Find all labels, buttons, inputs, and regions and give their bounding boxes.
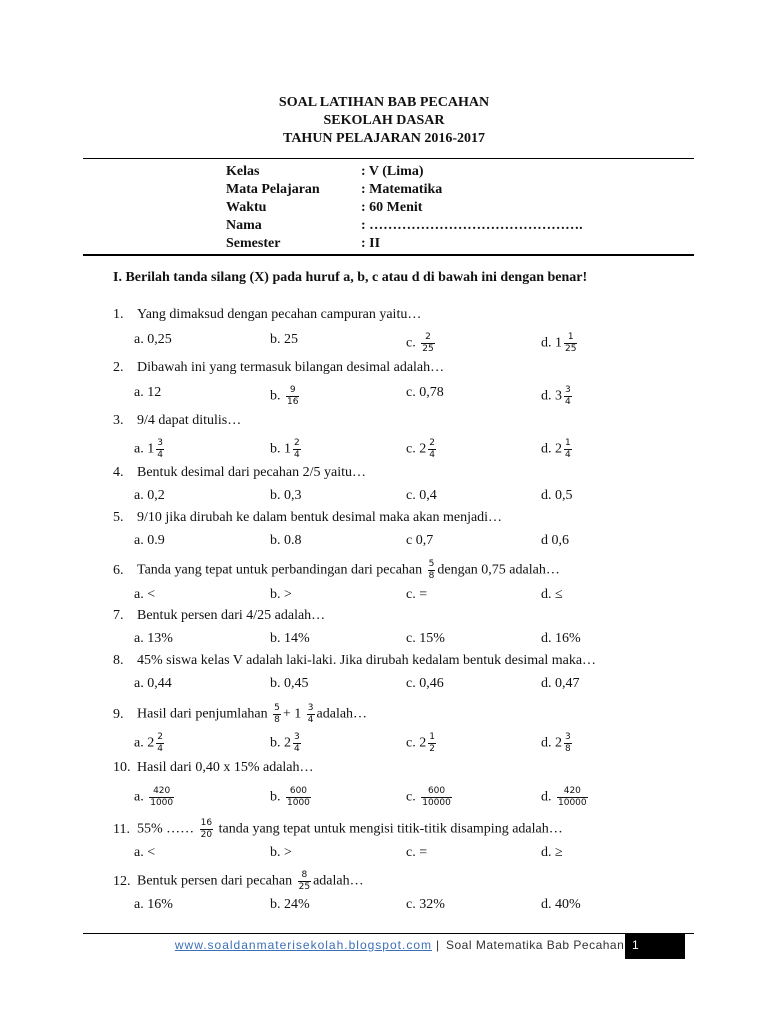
option-letter: a. <box>134 845 144 860</box>
question-2 <box>113 360 444 376</box>
question-11 <box>113 818 563 841</box>
fraction <box>421 786 452 809</box>
fraction <box>298 870 311 893</box>
option-letter: d. <box>541 631 552 646</box>
answer-option-d[interactable] <box>541 732 574 755</box>
info-row <box>226 218 646 236</box>
option-value: 0,46 <box>419 676 444 691</box>
question-text: Hasil dari 0,40 x 15% adalah… <box>137 760 314 775</box>
option-value: 24% <box>284 897 310 912</box>
answer-option-a[interactable] <box>134 587 155 603</box>
option-letter: c. <box>406 845 416 860</box>
info-value: : 60 Menit <box>361 200 423 215</box>
option-value: 1 <box>147 441 155 457</box>
footer-link[interactable]: www.soaldanmaterisekolah.blogspot.com <box>174 938 432 952</box>
question-number: 3. <box>113 413 124 428</box>
option-letter: c. <box>406 735 416 751</box>
fraction-denominator: 4 <box>429 450 435 460</box>
option-letter: b. <box>270 845 281 860</box>
option-letter: c. <box>406 676 416 691</box>
answer-option-c[interactable] <box>406 631 445 647</box>
info-label: Semester <box>226 236 281 251</box>
option-letter: d. <box>541 897 552 912</box>
option-value: 15% <box>419 631 445 646</box>
question-8 <box>113 653 596 669</box>
info-label: Nama <box>226 218 262 233</box>
question-text: 45% siswa kelas V adalah laki-laki. Jika dirubah kedalam bentuk desimal maka… <box>137 653 597 668</box>
fraction-numerator: 3 <box>565 385 571 395</box>
question-number: 7. <box>113 608 124 623</box>
question-12 <box>113 870 364 893</box>
question-7 <box>113 608 325 624</box>
option-value: = <box>419 587 428 602</box>
option-value: 1 <box>284 441 291 457</box>
option-letter: b. <box>270 587 281 602</box>
answer-option-b[interactable] <box>270 587 292 603</box>
question-number: 2. <box>113 360 124 375</box>
answer-option-d[interactable] <box>541 332 579 355</box>
option-value: 12 <box>147 385 162 400</box>
answer-option-c[interactable] <box>406 332 437 355</box>
option-letter: d. <box>541 676 552 691</box>
fraction <box>307 703 315 726</box>
fraction-denominator: 4 <box>157 450 163 460</box>
option-letter: c. <box>406 488 416 503</box>
question-number: 5. <box>113 510 124 525</box>
fraction-numerator: 2 <box>157 732 163 742</box>
answer-option-d[interactable] <box>541 897 581 913</box>
fraction <box>564 385 572 408</box>
page-number: 1 <box>632 938 639 952</box>
fraction <box>428 438 436 461</box>
question-text: Bentuk persen dari 4/25 adalah… <box>137 608 326 623</box>
answer-option-a[interactable] <box>134 332 172 348</box>
fraction-denominator: 8 <box>428 571 435 581</box>
answer-option-c[interactable] <box>406 488 437 504</box>
fraction-numerator: 8 <box>301 870 308 880</box>
fraction-numerator: 1 <box>567 332 574 342</box>
option-value: = <box>419 845 428 860</box>
option-value: 0.9 <box>147 533 165 548</box>
fraction <box>286 385 299 408</box>
question-text: tanda yang tepat untuk mengisi titik-titik disamping adalah… <box>215 821 563 837</box>
option-value: > <box>284 587 292 602</box>
fraction-denominator: 25 <box>298 882 311 892</box>
question-1 <box>113 307 421 323</box>
option-value: 0,3 <box>284 488 302 503</box>
option-letter: b. <box>270 332 281 347</box>
fraction-denominator: 4 <box>565 450 571 460</box>
option-letter: a. <box>134 587 144 602</box>
option-letter: a. <box>134 441 144 457</box>
info-label: Mata Pelajaran <box>226 182 320 197</box>
fraction <box>293 438 301 461</box>
option-letter: a. <box>134 385 144 400</box>
option-value: 25 <box>284 332 298 347</box>
fraction <box>156 438 164 461</box>
info-label: Waktu <box>226 200 267 215</box>
option-value: 40% <box>555 897 581 912</box>
answer-option-a[interactable] <box>134 385 161 401</box>
fraction <box>564 438 572 461</box>
question-number: 8. <box>113 653 124 668</box>
option-value: 0,2 <box>147 488 165 503</box>
header-top-rule <box>83 158 694 159</box>
fraction-numerator: 420 <box>563 786 581 796</box>
doc-title-line-1: SOAL LATIHAN BAB PECAHAN <box>278 95 490 110</box>
fraction-denominator: 10000 <box>558 798 587 808</box>
fraction <box>557 786 588 809</box>
option-letter: a. <box>134 631 144 646</box>
answer-option-a[interactable] <box>134 845 155 861</box>
question-text: adalah… <box>316 706 368 722</box>
option-letter: a. <box>134 332 144 347</box>
fraction-denominator: 4 <box>294 744 300 754</box>
option-value: < <box>147 587 156 602</box>
page-number-box <box>625 933 685 959</box>
question-text: Yang dimaksud dengan pecahan campuran yaitu… <box>137 307 422 322</box>
option-value: > <box>284 845 292 860</box>
answer-option-d[interactable] <box>541 676 580 692</box>
question-text: + 1 <box>282 706 302 722</box>
fraction-denominator: 10000 <box>422 798 451 808</box>
fraction-numerator: 420 <box>153 786 171 796</box>
info-row <box>226 164 646 182</box>
option-letter: b. <box>270 789 281 805</box>
option-letter: c. <box>406 441 416 457</box>
fraction-numerator: 2 <box>425 332 431 342</box>
info-value: : Matematika <box>361 182 443 197</box>
option-value: 14% <box>284 631 310 646</box>
question-text: 9/10 jika dirubah ke dalam bentuk desimal maka akan menjadi… <box>137 510 503 525</box>
fraction-numerator: 2 <box>294 438 300 448</box>
question-5 <box>113 510 502 526</box>
fraction <box>273 703 281 726</box>
answer-option-d[interactable] <box>541 845 563 861</box>
fraction-numerator: 5 <box>428 559 435 569</box>
fraction <box>286 786 311 809</box>
fraction-numerator: 600 <box>289 786 308 796</box>
answer-option-c[interactable] <box>406 676 444 692</box>
answer-option-b[interactable] <box>270 732 303 755</box>
answer-option-c[interactable] <box>406 845 427 861</box>
fraction-numerator: 9 <box>289 385 296 395</box>
question-number: 4. <box>113 465 124 480</box>
answer-option-b[interactable] <box>270 786 313 809</box>
answer-option-d[interactable] <box>541 438 574 461</box>
option-value: 16% <box>147 897 173 912</box>
option-letter: a. <box>134 488 144 503</box>
header-bottom-rule <box>83 254 694 256</box>
option-letter: b. <box>270 533 281 548</box>
fraction-denominator: 25 <box>565 344 577 354</box>
answer-option-a[interactable] <box>134 438 166 461</box>
option-letter: d. <box>541 335 552 351</box>
option-letter: a. <box>134 735 144 751</box>
option-letter: b. <box>270 388 281 404</box>
info-value: : V (Lima) <box>361 164 424 179</box>
answer-option-b[interactable] <box>270 438 303 461</box>
footer-rule <box>83 933 694 934</box>
option-letter: c. <box>406 789 416 805</box>
option-value: 0,6 <box>551 533 569 548</box>
option-value: 0,78 <box>419 385 444 400</box>
question-6 <box>113 559 560 582</box>
fraction-numerator: 5 <box>274 703 280 713</box>
fraction <box>428 559 436 582</box>
question-3 <box>113 413 241 429</box>
question-text: adalah… <box>313 873 364 889</box>
info-row <box>226 200 646 218</box>
question-text: dengan 0,75 adalah… <box>437 562 560 578</box>
fraction-denominator: 8 <box>274 715 280 725</box>
answer-option-d[interactable] <box>541 786 590 809</box>
option-letter: c. <box>406 631 416 646</box>
question-text: 9/4 dapat ditulis… <box>137 413 242 428</box>
answer-option-b[interactable] <box>270 676 309 692</box>
answer-option-c[interactable] <box>406 533 433 549</box>
question-number: 1. <box>113 307 124 322</box>
option-letter: d. <box>541 441 552 457</box>
option-letter: c. <box>406 587 416 602</box>
answer-option-b[interactable] <box>270 332 298 348</box>
option-value: 16% <box>555 631 581 646</box>
info-label: Kelas <box>226 164 260 179</box>
option-letter: a. <box>134 676 144 691</box>
fraction-denominator: 25 <box>422 344 434 354</box>
fraction <box>156 732 164 755</box>
answer-option-c[interactable] <box>406 786 454 809</box>
option-letter: c <box>406 533 413 548</box>
answer-option-c[interactable] <box>406 897 445 913</box>
option-letter: b. <box>270 441 281 457</box>
answer-option-d[interactable] <box>541 587 563 603</box>
option-value: 2 <box>555 441 562 457</box>
fraction-numerator: 2 <box>429 438 435 448</box>
answer-option-b[interactable] <box>270 897 310 913</box>
answer-option-b[interactable] <box>270 845 292 861</box>
answer-option-b[interactable] <box>270 385 301 408</box>
fraction-denominator: 8 <box>565 744 571 754</box>
option-value: 13% <box>147 631 173 646</box>
answer-option-c[interactable] <box>406 587 427 603</box>
question-number: 11. <box>113 821 130 837</box>
question-text: Hasil dari penjumlahan <box>137 706 268 722</box>
answer-option-b[interactable] <box>270 631 310 647</box>
option-value: 32% <box>419 897 445 912</box>
option-letter: d. <box>541 735 552 751</box>
fraction-numerator: 600 <box>427 786 446 796</box>
option-letter: d. <box>541 587 552 602</box>
option-letter: a. <box>134 533 144 548</box>
question-number: 12. <box>113 873 131 889</box>
fraction-denominator: 20 <box>200 830 213 840</box>
fraction-denominator: 1000 <box>150 798 174 808</box>
question-number: 6. <box>113 562 124 578</box>
option-value: 3 <box>555 388 562 404</box>
answer-option-a[interactable] <box>134 786 176 809</box>
info-value: : ………………………………………. <box>361 218 583 233</box>
option-value: ≥ <box>555 845 563 860</box>
info-value: : II <box>361 236 381 251</box>
option-value: 2 <box>419 441 427 457</box>
option-value: 0,25 <box>147 332 172 347</box>
footer-title: Soal Matematika Bab Pecahan <box>446 938 625 952</box>
option-letter: b. <box>270 897 281 912</box>
option-letter: b. <box>270 631 281 646</box>
question-text: Tanda yang tepat untuk perbandingan dari pecahan <box>137 562 423 578</box>
option-value: ≤ <box>555 587 563 602</box>
fraction <box>293 732 301 755</box>
option-value: < <box>147 845 156 860</box>
answer-option-d[interactable] <box>541 488 573 504</box>
fraction <box>149 786 174 809</box>
option-letter: d. <box>541 845 552 860</box>
option-letter: b. <box>270 735 281 751</box>
option-value: 2 <box>147 735 155 751</box>
option-value: 1 <box>555 335 562 351</box>
answer-option-d[interactable] <box>541 385 574 408</box>
fraction-numerator: 3 <box>307 703 314 713</box>
answer-option-a[interactable] <box>134 732 166 755</box>
question-4 <box>113 465 366 481</box>
option-value: 2 <box>419 735 427 751</box>
fraction-numerator: 1 <box>565 438 571 448</box>
option-letter: a. <box>134 897 144 912</box>
answer-option-b[interactable] <box>270 533 302 549</box>
option-value: 2 <box>284 735 291 751</box>
answer-option-a[interactable] <box>134 897 173 913</box>
fraction-denominator: 4 <box>565 397 571 407</box>
fraction-numerator: 16 <box>200 818 213 828</box>
fraction-numerator: 3 <box>565 732 571 742</box>
option-letter: c. <box>406 385 416 400</box>
fraction-numerator: 3 <box>157 438 163 448</box>
fraction <box>564 332 577 355</box>
option-letter: d. <box>541 789 552 805</box>
fraction-denominator: 16 <box>287 397 299 407</box>
option-value: 0,7 <box>415 533 434 548</box>
answer-option-a[interactable] <box>134 676 172 692</box>
question-text: 55% …… <box>137 821 195 837</box>
answer-option-c[interactable] <box>406 732 438 755</box>
option-value: 0,5 <box>555 488 573 503</box>
option-letter: a. <box>134 789 144 805</box>
option-letter: c. <box>406 897 416 912</box>
doc-title-line-2: SEKOLAH DASAR <box>323 113 445 128</box>
option-value: 0,45 <box>284 676 309 691</box>
option-value: 0,4 <box>419 488 437 503</box>
question-text: Bentuk desimal dari pecahan 2/5 yaitu… <box>137 465 366 480</box>
option-letter: d. <box>541 388 552 404</box>
fraction <box>428 732 436 755</box>
fraction <box>421 332 434 355</box>
answer-option-c[interactable] <box>406 385 444 401</box>
fraction-denominator: 4 <box>307 715 314 725</box>
option-letter: b. <box>270 676 281 691</box>
fraction-denominator: 1000 <box>287 798 310 808</box>
option-letter: d <box>541 533 548 548</box>
answer-option-d[interactable] <box>541 631 581 647</box>
question-number: 10. <box>113 760 131 775</box>
option-value: 0.8 <box>284 533 302 548</box>
fraction <box>200 818 213 841</box>
info-row <box>226 236 646 254</box>
question-text: Bentuk persen dari pecahan <box>137 873 293 889</box>
question-10 <box>113 760 314 776</box>
option-letter: b. <box>270 488 281 503</box>
option-letter: c. <box>406 335 416 351</box>
fraction <box>564 732 572 755</box>
question-text: Dibawah ini yang termasuk bilangan desimal adalah… <box>137 360 445 375</box>
footer-separator: | <box>436 938 440 952</box>
answer-option-a[interactable] <box>134 631 173 647</box>
option-value: 0,44 <box>147 676 172 691</box>
answer-option-b[interactable] <box>270 488 302 504</box>
answer-option-d[interactable] <box>541 533 569 549</box>
question-9 <box>113 703 367 726</box>
doc-title-line-3: TAHUN PELAJARAN 2016-2017 <box>283 131 485 146</box>
option-value: 2 <box>555 735 562 751</box>
question-number: 9. <box>113 706 124 722</box>
answer-option-c[interactable] <box>406 438 438 461</box>
info-row <box>226 182 646 200</box>
instruction: I. Berilah tanda silang (X) pada huruf a, b, c atau d di bawah ini dengan benar! <box>113 270 588 285</box>
fraction-denominator: 2 <box>429 744 435 754</box>
answer-option-a[interactable] <box>134 488 165 504</box>
answer-option-a[interactable] <box>134 533 165 549</box>
option-letter: d. <box>541 488 552 503</box>
fraction-denominator: 4 <box>157 744 163 754</box>
option-value: 0,47 <box>555 676 580 691</box>
fraction-denominator: 4 <box>294 450 300 460</box>
fraction-numerator: 1 <box>429 732 435 742</box>
fraction-numerator: 3 <box>294 732 300 742</box>
